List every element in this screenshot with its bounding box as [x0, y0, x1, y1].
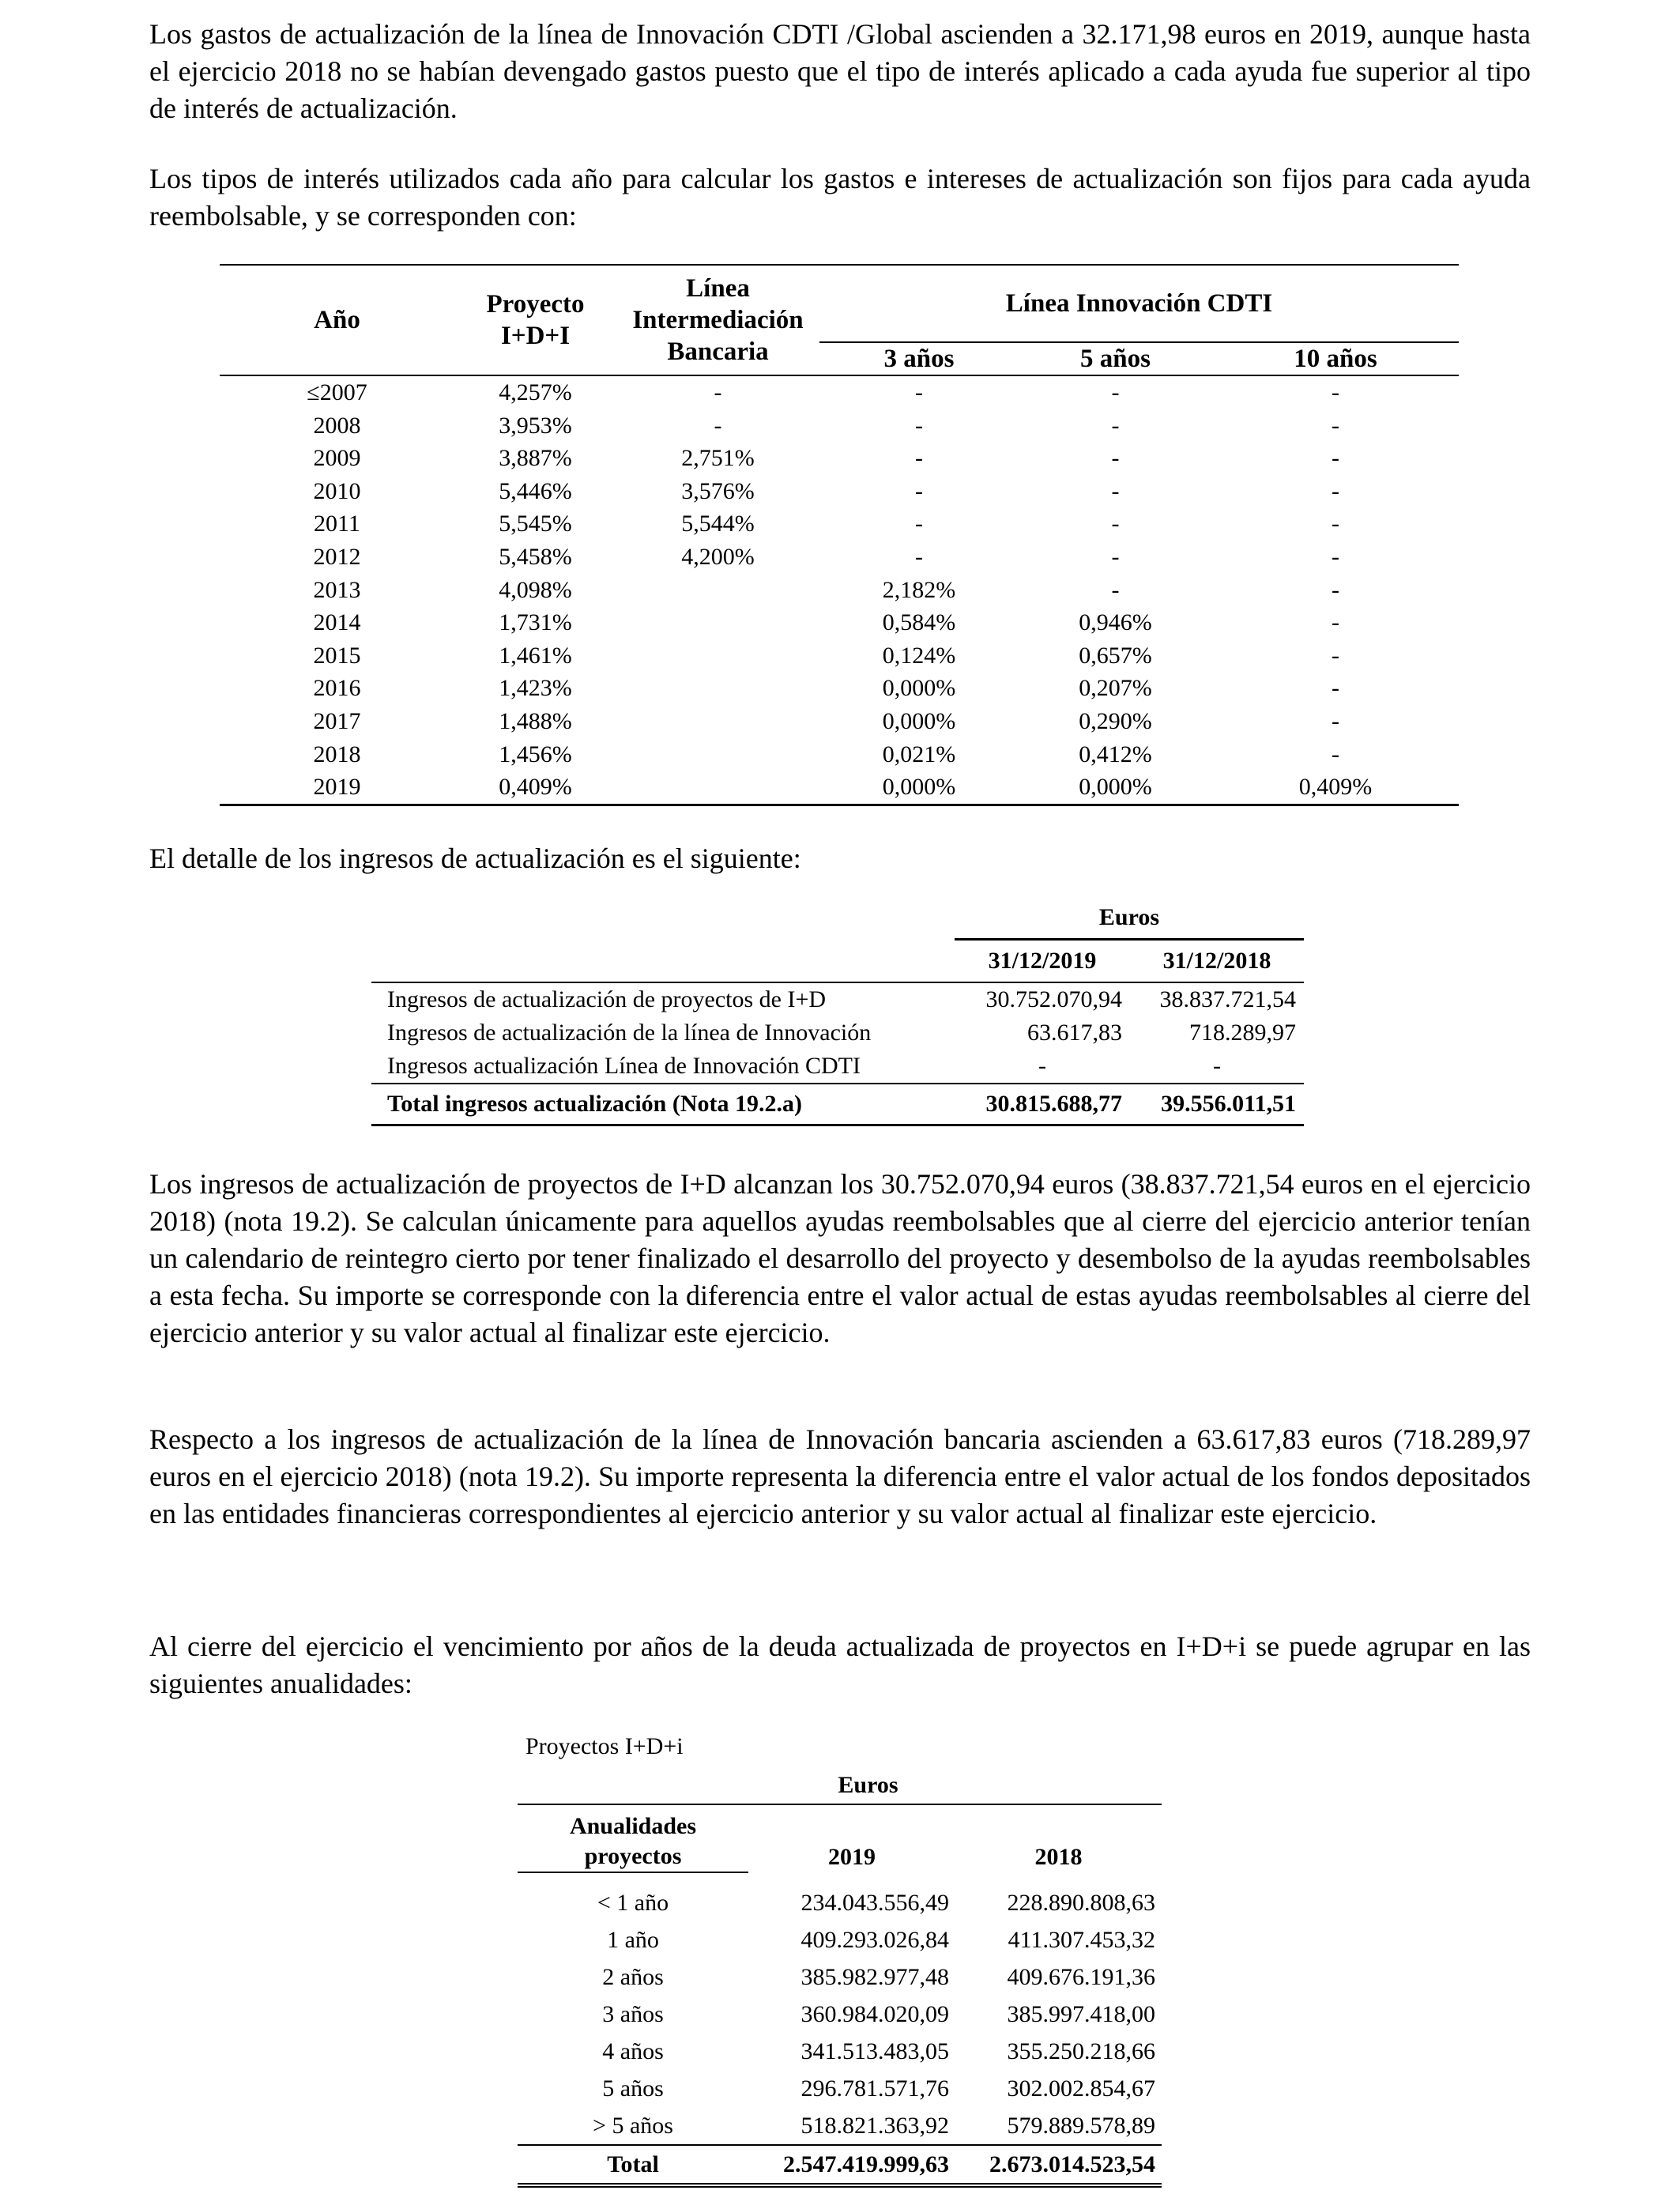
cell-cdti-3y-rate: 0,000%: [882, 707, 956, 734]
cell-year: 2011: [314, 511, 360, 537]
cell-project-rate: 1,461%: [499, 642, 572, 669]
maturity-value-2019: 234.043.556,49: [800, 1890, 949, 1916]
maturity-label: > 5 años: [593, 2113, 673, 2139]
rates-row: [220, 771, 1459, 805]
cell-bank-rate: 2,751%: [681, 445, 755, 472]
cell-project-rate: 1,456%: [499, 741, 572, 767]
paragraph-income-detail-intro: El detalle de los ingresos de actualización es el siguiente:: [149, 843, 801, 874]
maturity-label: 2 años: [602, 1964, 664, 1990]
cell-cdti-5y-rate: 0,657%: [1079, 642, 1152, 669]
cell-year: 2009: [313, 445, 361, 472]
cell-bank-rate: [616, 606, 819, 639]
cell-cdti-10y-rate: -: [1332, 511, 1339, 537]
cell-cdti-10y-rate: -: [1332, 379, 1339, 405]
paragraph-cdti-expenses: Los gastos de actualización de la línea de Innovación CDTI /Global ascienden a 32.171,98 euros en 2019, aunque hasta el ejercicio 2018 no se habían devengado gastos puesto que el tipo de interés aplicado a cada ayuda fue superior al tipo de interés de actualización.: [149, 18, 1531, 124]
rates-row: [220, 574, 1459, 607]
cell-bank-rate: 4,200%: [681, 543, 755, 570]
header-cdti-line: Línea Innovación CDTI: [819, 265, 1459, 342]
cell-year: 2016: [313, 675, 361, 702]
cell-project-rate: 4,098%: [499, 576, 572, 603]
cell-cdti-3y-rate: -: [915, 511, 923, 537]
maturity-row: [518, 1958, 1162, 1996]
cell-cdti-5y-rate: 0,207%: [1079, 675, 1152, 702]
header-5-years: 5 años: [1019, 342, 1212, 375]
maturity-table: [518, 1766, 1162, 2188]
cell-cdti-5y-rate: -: [1111, 379, 1120, 405]
cell-project-rate: 5,545%: [499, 511, 572, 537]
maturity-value-2018: 228.890.808,63: [1007, 1890, 1155, 1916]
maturity-value-2018: 579.889.578,89: [1007, 2113, 1155, 2139]
cell-cdti-3y-rate: -: [915, 379, 923, 405]
cell-cdti-3y-rate: 0,584%: [882, 609, 956, 636]
cell-bank-rate: [616, 574, 819, 607]
cell-project-rate: 1,731%: [499, 609, 572, 636]
cell-project-rate: 1,488%: [499, 707, 572, 734]
cell-cdti-10y-rate: -: [1332, 445, 1339, 472]
maturity-total-2019: 2.547.419.999,63: [748, 2145, 955, 2185]
cell-cdti-3y-rate: 0,000%: [819, 771, 1019, 805]
rates-row: [220, 606, 1459, 639]
income-col-2018: 31/12/2018: [1130, 940, 1304, 983]
maturity-table-caption: Proyectos I+D+i: [525, 1733, 684, 1759]
interest-rates-table: [220, 264, 1459, 806]
cell-bank-rate: 5,544%: [681, 511, 755, 537]
cell-project-rate: 3,887%: [499, 445, 572, 472]
maturity-value-2019: 518.821.363,92: [800, 2113, 949, 2139]
rates-row: [220, 639, 1459, 673]
cell-cdti-5y-rate: 0,946%: [1079, 609, 1152, 636]
maturity-value-2019: 409.293.026,84: [800, 1927, 949, 1953]
cell-year: 2015: [313, 642, 361, 669]
maturity-label: 4 años: [602, 2038, 664, 2064]
cell-project-rate: 1,423%: [499, 675, 572, 702]
income-label: Ingresos actualización Línea de Innovación CDTI: [387, 1053, 861, 1079]
income-unit-header: Euros: [955, 897, 1304, 940]
cell-cdti-10y-rate: -: [1332, 412, 1339, 439]
income-table: [371, 897, 1304, 1126]
cell-project-rate: 4,257%: [499, 379, 572, 405]
cell-cdti-3y-rate: 0,021%: [882, 741, 956, 767]
cell-year: 2018: [313, 741, 361, 767]
cell-year: 2017: [313, 707, 361, 734]
maturity-body: [518, 1884, 1162, 2145]
income-total-label: Total ingresos actualización (Nota 19.2.a): [371, 1084, 955, 1125]
maturity-value-2019: 341.513.483,05: [800, 2038, 949, 2064]
cell-year: 2013: [313, 576, 361, 603]
income-label: Ingresos de actualización de la línea de Innovación: [387, 1020, 872, 1046]
cell-project-rate: 5,458%: [499, 543, 572, 570]
maturity-label: < 1 año: [597, 1890, 669, 1916]
income-total-2019: 30.815.688,77: [955, 1084, 1130, 1125]
cell-cdti-5y-rate: 0,000%: [1019, 771, 1212, 805]
income-value-2019: 30.752.070,94: [985, 986, 1122, 1012]
header-3-years: 3 años: [819, 342, 1019, 375]
income-value-2019: -: [1038, 1053, 1046, 1079]
header-year: Año: [220, 265, 454, 375]
income-total-2018: 39.556.011,51: [1130, 1084, 1304, 1125]
cell-year: 2019: [220, 771, 454, 805]
cell-cdti-3y-rate: -: [915, 543, 923, 570]
cell-cdti-3y-rate: 2,182%: [882, 576, 956, 603]
cell-cdti-5y-rate: -: [1111, 543, 1120, 570]
cell-cdti-10y-rate: -: [1332, 609, 1339, 636]
cell-cdti-5y-rate: -: [1111, 412, 1120, 439]
maturity-row: [518, 2033, 1162, 2070]
cell-cdti-10y-rate: -: [1332, 576, 1339, 603]
income-value-2018: 718.289,97: [1189, 1020, 1296, 1046]
header-bank-line: Línea Intermediación Bancaria: [616, 265, 819, 375]
cell-cdti-5y-rate: 0,290%: [1079, 707, 1152, 734]
maturity-value-2018: 409.676.191,36: [1007, 1964, 1155, 1990]
income-value-2018: -: [1213, 1053, 1221, 1079]
maturity-total-label: Total: [518, 2145, 748, 2185]
cell-year: 2010: [313, 477, 361, 504]
cell-bank-rate: [616, 672, 819, 705]
cell-cdti-3y-rate: 0,000%: [882, 675, 956, 702]
cell-cdti-10y-rate: -: [1332, 642, 1339, 669]
cell-cdti-10y-rate: -: [1332, 543, 1339, 570]
cell-cdti-3y-rate: -: [915, 445, 923, 472]
cell-cdti-3y-rate: 0,124%: [882, 642, 956, 669]
income-row: [371, 1050, 1304, 1084]
paragraph-project-income: Los ingresos de actualización de proyectos de I+D alcanzan los 30.752.070,94 euros (38.837.721,54 euros en el ejercicio 2018) (nota 19.2). Se calculan únicamente para aquellos ayudas reembolsables que al cierre del ejercicio anterior tenían un calendario de reintegro cierto por tener finalizado el desarrollo del proyecto y desembolso de la ayudas reembolsables a esta fecha. Su importe se corresponde con la diferencia entre el valor actual de estas ayudas reembolsables al cierre del ejercicio anterior y su valor actual al finalizar este ejercicio.: [149, 1168, 1531, 1348]
maturity-row: [518, 2070, 1162, 2107]
cell-cdti-3y-rate: -: [915, 477, 923, 504]
cell-year: 2014: [313, 609, 361, 636]
cell-cdti-5y-rate: 0,412%: [1079, 741, 1152, 767]
cell-cdti-5y-rate: -: [1111, 477, 1120, 504]
income-label: Ingresos de actualización de proyectos de I+D: [387, 986, 827, 1012]
cell-cdti-5y-rate: -: [1111, 511, 1120, 537]
cell-project-rate: 3,953%: [499, 412, 572, 439]
rates-row: [220, 475, 1459, 508]
rates-row: [220, 375, 1459, 409]
income-row: [371, 1016, 1304, 1050]
maturity-value-2019: 296.781.571,76: [800, 2075, 949, 2102]
maturity-value-2018: 411.307.453,32: [1008, 1927, 1155, 1953]
paragraph-interest-rates-intro: Los tipos de interés utilizados cada año para calcular los gastos e intereses de actualización son fijos para cada ayuda reembolsable, y se corresponden con:: [149, 163, 1531, 232]
income-value-2019: 63.617,83: [1027, 1020, 1122, 1046]
maturity-value-2019: 385.982.977,48: [800, 1964, 949, 1990]
cell-project-rate: 5,446%: [499, 477, 572, 504]
cell-bank-rate: [616, 639, 819, 673]
cell-year: ≤2007: [307, 379, 367, 405]
cell-cdti-10y-rate: -: [1332, 707, 1339, 734]
paragraph-maturity-intro: Al cierre del ejercicio el vencimiento por años de la deuda actualizada de proyectos en I+D+i se puede agrupar en las siguientes anualidades:: [149, 1630, 1531, 1699]
maturity-row: [518, 1884, 1162, 1921]
maturity-label: 3 años: [602, 2001, 664, 2027]
maturity-value-2018: 302.002.854,67: [1007, 2075, 1155, 2102]
rates-row: [220, 705, 1459, 738]
cell-bank-rate: [616, 771, 819, 805]
maturity-unit-header: Euros: [661, 1766, 1075, 1804]
interest-rates-body: [220, 375, 1459, 805]
cell-bank-rate: -: [714, 412, 722, 439]
maturity-value-2018: 385.997.418,00: [1007, 2001, 1155, 2027]
maturity-value-2019: 360.984.020,09: [800, 2001, 949, 2027]
maturity-row-header: Anualidades proyectos: [518, 1804, 748, 1872]
maturity-col-2019: 2019: [828, 1844, 876, 1870]
income-body: [371, 982, 1304, 1084]
cell-cdti-5y-rate: -: [1111, 576, 1120, 603]
income-value-2018: 38.837.721,54: [1159, 986, 1296, 1012]
cell-year: 2012: [313, 543, 361, 570]
cell-project-rate: 0,409%: [454, 771, 616, 805]
maturity-label: 5 años: [602, 2075, 664, 2102]
rates-row: [220, 672, 1459, 705]
rates-row: [220, 409, 1459, 443]
cell-year: 2008: [313, 412, 361, 439]
rates-row: [220, 442, 1459, 475]
cell-cdti-10y-rate: -: [1332, 675, 1339, 702]
paragraph-bank-line-income: Respecto a los ingresos de actualización de la línea de Innovación bancaria ascienden a 63.617,83 euros (718.289,97 euros en el ejercicio 2018) (nota 19.2). Su importe representa la diferencia entre el valor actual de los fondos depositados en las entidades financieras correspondientes al ejercicio anterior y su valor actual al finalizar este ejercicio.: [149, 1423, 1531, 1529]
maturity-value-2018: 355.250.218,66: [1007, 2038, 1155, 2064]
maturity-col-2018: 2018: [1034, 1844, 1083, 1870]
income-col-2019: 31/12/2019: [955, 940, 1130, 983]
cell-bank-rate: [616, 738, 819, 771]
maturity-label: 1 año: [607, 1927, 659, 1953]
maturity-total-2018: 2.673.014.523,54: [955, 2145, 1162, 2185]
header-10-years: 10 años: [1212, 342, 1459, 375]
maturity-row: [518, 1996, 1162, 2033]
cell-cdti-3y-rate: -: [915, 412, 923, 439]
cell-cdti-10y-rate: -: [1332, 741, 1339, 767]
cell-bank-rate: -: [714, 379, 722, 405]
maturity-row: [518, 2107, 1162, 2145]
cell-cdti-5y-rate: -: [1111, 445, 1120, 472]
maturity-row: [518, 1921, 1162, 1958]
cell-cdti-10y-rate: -: [1332, 477, 1339, 504]
header-project: Proyecto I+D+I: [454, 265, 616, 375]
rates-row: [220, 738, 1459, 771]
cell-bank-rate: 3,576%: [681, 477, 755, 504]
cell-bank-rate: [616, 705, 819, 738]
rates-row: [220, 541, 1459, 574]
cell-cdti-10y-rate: 0,409%: [1212, 771, 1459, 805]
income-row: [371, 982, 1304, 1016]
rates-row: [220, 507, 1459, 541]
